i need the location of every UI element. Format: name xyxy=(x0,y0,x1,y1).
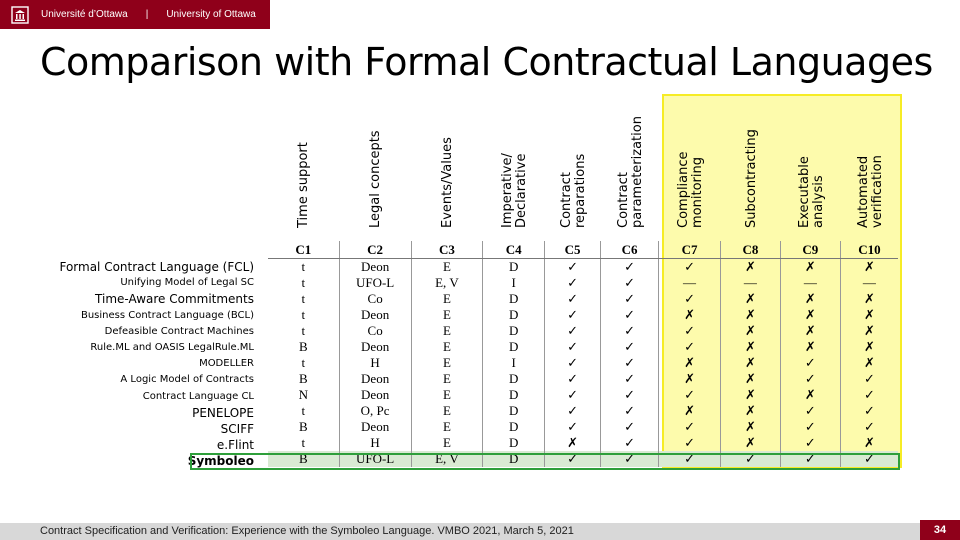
table-cell: ✓ xyxy=(601,275,659,291)
column-header-label xyxy=(857,155,885,228)
table-cell: ✗ xyxy=(659,307,721,323)
table-cell: D xyxy=(483,451,545,467)
table-cell: ✓ xyxy=(780,403,840,419)
code-header: C8 xyxy=(720,241,780,259)
column-header-line: Contract xyxy=(616,172,631,228)
table-cell: ✗ xyxy=(720,371,780,387)
table-cell: ✗ xyxy=(720,307,780,323)
column-header-2 xyxy=(340,92,412,234)
table-cell: ✗ xyxy=(720,387,780,403)
table-cell: E, V xyxy=(411,451,483,467)
table-cell: ✗ xyxy=(780,323,840,339)
table-cell: t xyxy=(301,275,306,290)
column-header-line: reparations xyxy=(573,153,588,228)
table-cell: ✓ xyxy=(545,355,601,371)
column-header-5 xyxy=(546,92,602,234)
table-cell: E xyxy=(411,419,483,435)
table-cell: ✗ xyxy=(840,291,898,307)
table-cell: D xyxy=(483,371,545,387)
table-cell: B xyxy=(298,371,308,386)
table-cell: ✓ xyxy=(545,323,601,339)
table-cell: ✗ xyxy=(780,387,840,403)
column-header-line: verification xyxy=(870,155,885,228)
table-cell: D xyxy=(483,387,545,403)
column-header-3 xyxy=(412,92,484,234)
column-header-line: analysis xyxy=(811,175,826,228)
table-cell: E xyxy=(411,259,483,276)
table-cell: ✓ xyxy=(659,419,721,435)
table-cell: I xyxy=(483,275,545,291)
table-cell: ✗ xyxy=(720,403,780,419)
table-cell: ✓ xyxy=(840,403,898,419)
table-cell: ✓ xyxy=(659,435,721,451)
table-cell: ✓ xyxy=(659,339,721,355)
code-header: C4 xyxy=(483,241,545,259)
table-cell: ✓ xyxy=(601,371,659,387)
table-cell: ✓ xyxy=(601,403,659,419)
table-cell: Deon xyxy=(339,371,411,387)
table-cell: B xyxy=(298,339,308,354)
university-header-bar xyxy=(0,0,270,29)
table-cell: ✓ xyxy=(601,355,659,371)
table-cell: t xyxy=(301,403,306,418)
code-header: C9 xyxy=(780,241,840,259)
table-cell: ✓ xyxy=(720,451,780,467)
table-cell: ✗ xyxy=(720,259,780,276)
table-cell: E xyxy=(411,371,483,387)
table-cell: E, V xyxy=(411,275,483,291)
row-label: Time-Aware Commitments xyxy=(95,292,254,307)
table-row xyxy=(268,339,898,355)
table-cell: — xyxy=(659,275,721,291)
column-header-8 xyxy=(722,92,782,234)
column-header-9 xyxy=(782,92,842,234)
table-row xyxy=(268,355,898,371)
column-header-10 xyxy=(842,92,900,234)
table-cell: D xyxy=(483,259,545,276)
table-cell: D xyxy=(483,435,545,451)
column-header-line: parameterization xyxy=(630,116,645,228)
column-header-label xyxy=(501,153,529,228)
table-cell: ✗ xyxy=(659,403,721,419)
table-cell: D xyxy=(483,323,545,339)
table-cell: E xyxy=(411,387,483,403)
table-row xyxy=(268,259,898,276)
table-cell: — xyxy=(780,275,840,291)
table-cell: ✗ xyxy=(840,435,898,451)
table-cell: UFO-L xyxy=(339,451,411,467)
table-cell: ✓ xyxy=(840,371,898,387)
table-cell: O, Pc xyxy=(339,403,411,419)
row-label: Rule.ML and OASIS LegalRule.ML xyxy=(90,341,254,353)
row-label: MODELLER xyxy=(199,358,254,370)
header-english-name: University of Ottawa xyxy=(166,9,256,20)
page-title: Comparison with Formal Contractual Languages xyxy=(40,40,933,84)
code-header: C1 xyxy=(268,241,339,259)
table-cell: Deon xyxy=(339,387,411,403)
column-header-line: Compliance xyxy=(676,151,691,228)
column-header-7 xyxy=(660,92,722,234)
header-separator: | xyxy=(145,9,149,20)
table-cell: N xyxy=(298,387,308,402)
row-label: A Logic Model of Contracts xyxy=(120,374,254,386)
row-label: Symboleo xyxy=(187,454,254,469)
column-header-1 xyxy=(268,92,340,234)
table-cell: I xyxy=(483,355,545,371)
column-header-label xyxy=(560,154,588,228)
table-cell: t xyxy=(301,323,306,338)
column-header-label xyxy=(677,151,705,228)
table-cell: ✗ xyxy=(840,323,898,339)
table-cell: ✓ xyxy=(840,419,898,435)
column-header-line: Subcontracting xyxy=(744,129,759,228)
table-row xyxy=(268,323,898,339)
column-header-line: Events/Values xyxy=(440,137,455,228)
table-cell: ✓ xyxy=(545,403,601,419)
footer-text: Contract Specification and Verification: Experience with the Symboleo Language. VMBO 2021, March 5, 2021 xyxy=(40,525,574,537)
table-row xyxy=(268,275,898,291)
table-row xyxy=(268,291,898,307)
table-cell: E xyxy=(411,355,483,371)
row-label: SCIFF xyxy=(220,421,254,436)
table-cell: ✗ xyxy=(780,307,840,323)
column-header-line: monitoring xyxy=(690,157,705,228)
table-row xyxy=(268,403,898,419)
table-cell: ✓ xyxy=(601,451,659,467)
table-row xyxy=(268,307,898,323)
row-label: PENELOPE xyxy=(192,405,254,420)
row-labels xyxy=(59,259,254,469)
column-header-label xyxy=(617,116,645,228)
code-header: C5 xyxy=(545,241,601,259)
symboleo-highlight xyxy=(190,453,900,470)
table-cell: ✗ xyxy=(659,355,721,371)
table-cell: t xyxy=(301,355,306,370)
column-header-label xyxy=(369,130,383,228)
column-header-line: Imperative/ xyxy=(500,153,515,228)
table-cell: t xyxy=(301,435,306,450)
row-label: Business Contract Language (BCL) xyxy=(80,309,254,321)
table-cell: Deon xyxy=(339,307,411,323)
column-header-line: Declarative xyxy=(514,153,529,228)
table-cell: H xyxy=(339,355,411,371)
table-row xyxy=(268,419,898,435)
table-cell: ✗ xyxy=(659,371,721,387)
table-cell: ✓ xyxy=(659,259,721,276)
table-cell: t xyxy=(301,307,306,322)
comparison-table xyxy=(268,241,898,467)
column-header-label xyxy=(441,137,455,228)
header-french-name: Université d’Ottawa xyxy=(41,9,128,20)
table-cell: ✗ xyxy=(840,339,898,355)
table-cell: ✓ xyxy=(659,387,721,403)
table-cell: ✗ xyxy=(840,307,898,323)
table-cell: ✗ xyxy=(840,355,898,371)
table-cell: Co xyxy=(339,291,411,307)
table-cell: ✓ xyxy=(601,339,659,355)
column-header-line: Time support xyxy=(296,142,311,228)
table-cell: ✓ xyxy=(545,275,601,291)
table-cell: B xyxy=(298,419,308,434)
table-cell: ✗ xyxy=(720,419,780,435)
table-cell: ✓ xyxy=(780,451,840,467)
table-row xyxy=(268,387,898,403)
table-cell: ✓ xyxy=(780,355,840,371)
column-header-label xyxy=(745,129,759,228)
table-cell: D xyxy=(483,419,545,435)
table-cell: B xyxy=(268,451,339,467)
row-label: e.Flint xyxy=(216,438,254,453)
table-cell: H xyxy=(339,435,411,451)
table-cell: E xyxy=(411,403,483,419)
code-header-row xyxy=(268,241,898,259)
table-cell: ✗ xyxy=(780,291,840,307)
footer-bar xyxy=(0,523,920,540)
table-cell: ✓ xyxy=(601,419,659,435)
table-cell: ✗ xyxy=(720,323,780,339)
table-cell: ✓ xyxy=(545,339,601,355)
table-cell: ✓ xyxy=(545,259,601,276)
table-cell: ✗ xyxy=(720,291,780,307)
table-cell: ✓ xyxy=(545,387,601,403)
table-cell: E xyxy=(411,291,483,307)
table-cell: D xyxy=(483,307,545,323)
table-cell: E xyxy=(411,339,483,355)
table-cell: ✗ xyxy=(720,435,780,451)
table-cell: ✗ xyxy=(720,355,780,371)
column-header-label xyxy=(297,142,311,228)
table-cell: ✓ xyxy=(601,291,659,307)
column-header-label xyxy=(798,156,826,228)
table-cell: ✓ xyxy=(659,291,721,307)
table-cell: ✗ xyxy=(720,339,780,355)
column-header-line: Contract xyxy=(559,172,574,228)
table-cell: ✓ xyxy=(780,371,840,387)
table-cell: ✓ xyxy=(545,419,601,435)
code-header: C2 xyxy=(339,241,411,259)
table-cell: UFO-L xyxy=(339,275,411,291)
table-cell: — xyxy=(840,275,898,291)
table-row xyxy=(268,435,898,451)
table-cell: ✓ xyxy=(780,419,840,435)
code-header: C10 xyxy=(840,241,898,259)
table-cell: ✓ xyxy=(659,323,721,339)
table-cell: — xyxy=(720,275,780,291)
university-logo-icon xyxy=(11,6,29,24)
row-label: Contract Language CL xyxy=(142,390,254,402)
table-cell: Deon xyxy=(339,339,411,355)
table-cell: ✓ xyxy=(840,387,898,403)
table-cell: ✓ xyxy=(780,435,840,451)
table-cell: Co xyxy=(339,323,411,339)
table-cell: Deon xyxy=(339,419,411,435)
column-header-line: Legal concepts xyxy=(368,130,383,228)
table-cell: Deon xyxy=(339,259,411,276)
table-cell: E xyxy=(411,435,483,451)
table-cell: ✓ xyxy=(545,371,601,387)
table-cell: ✗ xyxy=(545,435,601,451)
table-cell: ✓ xyxy=(545,451,601,467)
table-cell: ✗ xyxy=(780,339,840,355)
table-cell: ✓ xyxy=(601,387,659,403)
code-header: C3 xyxy=(411,241,483,259)
row-label: Defeasible Contract Machines xyxy=(104,325,254,337)
code-header: C6 xyxy=(601,241,659,259)
table-cell: ✓ xyxy=(545,307,601,323)
table-cell: ✓ xyxy=(601,259,659,276)
table-cell: D xyxy=(483,339,545,355)
page-number: 34 xyxy=(920,520,960,540)
column-header-line: Executable xyxy=(797,156,812,228)
table-cell: ✓ xyxy=(659,451,721,467)
row-label: Unifying Model of Legal SC xyxy=(120,277,254,289)
row-label: Formal Contract Language (FCL) xyxy=(59,260,254,274)
table-cell: D xyxy=(483,403,545,419)
table-cell: ✓ xyxy=(840,451,898,467)
table-cell: E xyxy=(411,323,483,339)
table-cell: ✓ xyxy=(601,435,659,451)
table-row xyxy=(268,371,898,387)
table-cell: E xyxy=(411,307,483,323)
column-header-4 xyxy=(484,92,546,234)
table-cell: t xyxy=(301,291,306,306)
column-header-6 xyxy=(602,92,660,234)
table-cell: D xyxy=(483,291,545,307)
table-cell: ✗ xyxy=(780,259,840,276)
table-cell: ✓ xyxy=(545,291,601,307)
table-cell: t xyxy=(301,259,306,274)
table-cell: ✓ xyxy=(601,323,659,339)
table-cell: ✗ xyxy=(840,259,898,276)
column-header-line: Automated xyxy=(856,155,871,228)
table-cell: ✓ xyxy=(601,307,659,323)
code-header: C7 xyxy=(659,241,721,259)
